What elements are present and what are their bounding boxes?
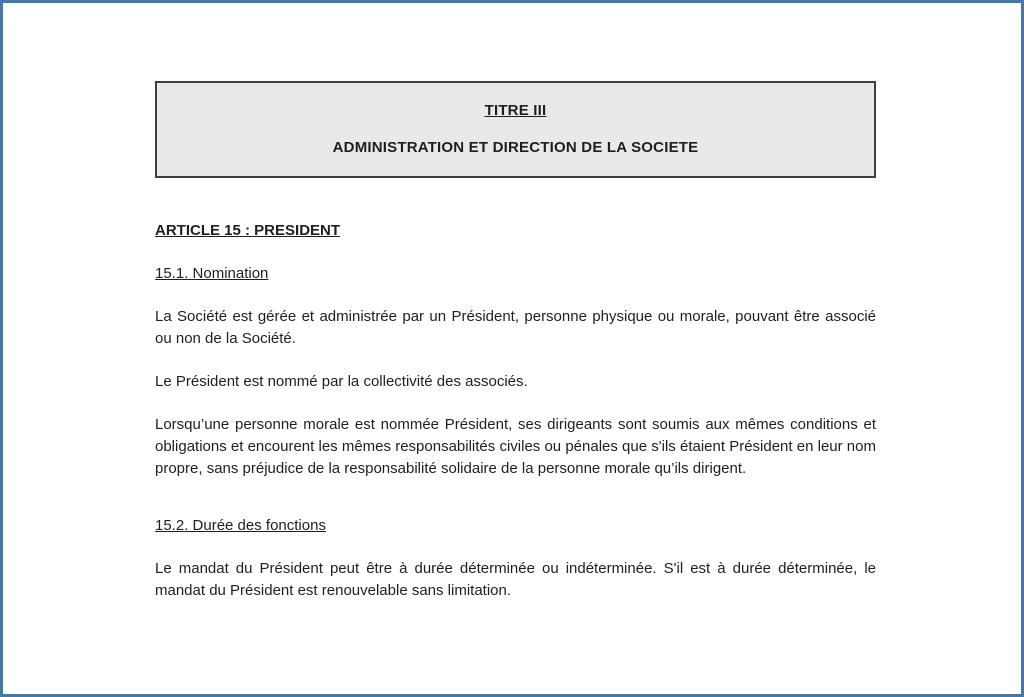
section-15-1 [155, 263, 876, 480]
section-15-2 [155, 515, 876, 602]
document-content [155, 81, 876, 623]
title-box-subtitle: ADMINISTRATION ET DIRECTION DE LA SOCIETE [332, 139, 699, 156]
paragraph: Le Président est nommé par la collectivité des associés. [155, 373, 528, 390]
article-heading: ARTICLE 15 : PRESIDENT [155, 222, 341, 239]
title-box [155, 81, 876, 178]
paragraph: La Société est gérée et administrée par un Président, personne physique ou morale, pouvant être associé ou non de la Société. [155, 308, 876, 347]
title-box-title: TITRE III [484, 102, 547, 119]
section-15-2-heading: 15.2. Durée des fonctions [155, 517, 326, 534]
paragraph: Le mandat du Président peut être à durée déterminée ou indéterminée. S'il est à durée déterminée, le mandat du Président est renouvelable sans limitation. [155, 560, 876, 599]
paragraph: Lorsqu’une personne morale est nommée Président, ses dirigeants sont soumis aux mêmes conditions et obligations et encourent les mêmes responsabilités civiles ou pénales que s'ils étaient Président en leur nom propre, sans préjudice de la responsabilité solidaire de la personne morale qu’ils dirigent. [155, 416, 876, 477]
section-15-1-heading: 15.1. Nomination [155, 265, 269, 282]
